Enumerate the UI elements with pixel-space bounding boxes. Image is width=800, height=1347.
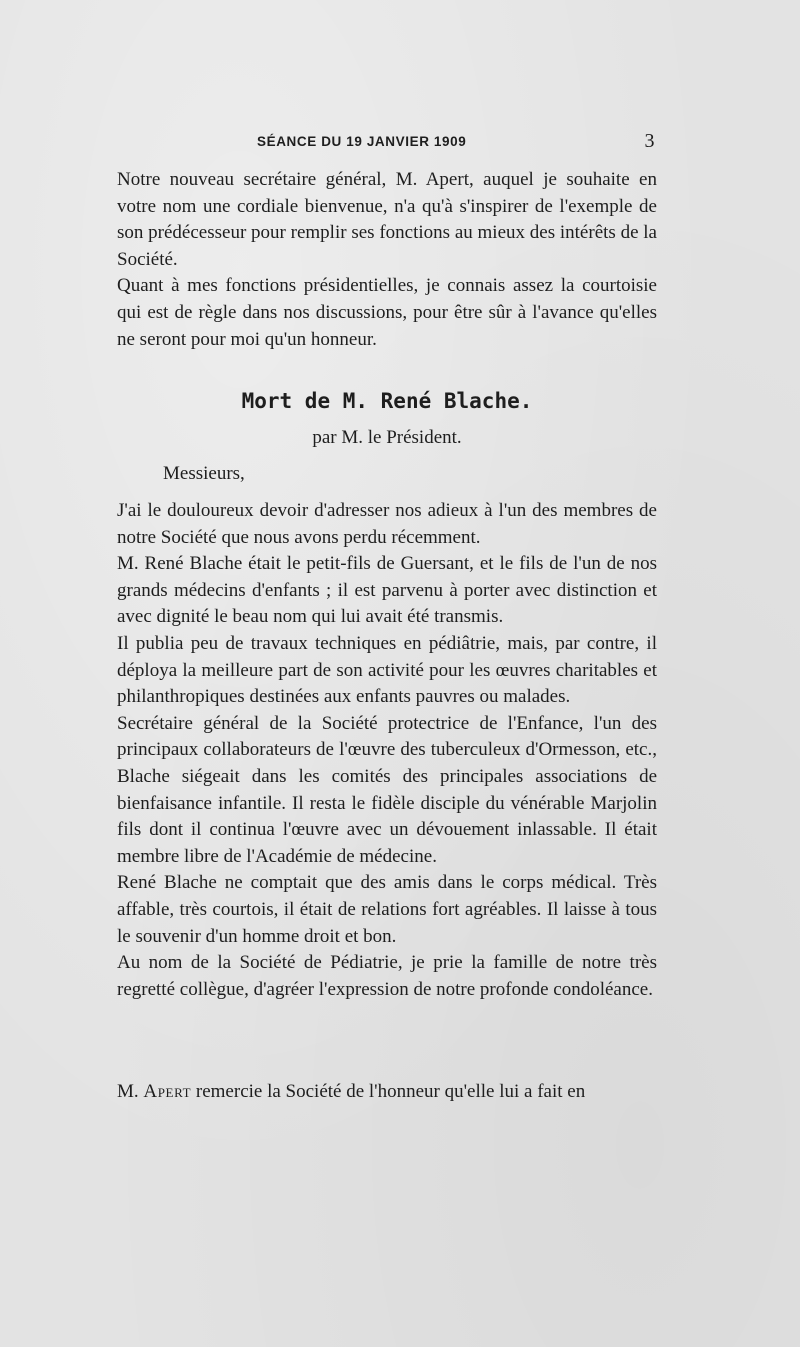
body-paragraph: Il publia peu de travaux techniques en pédiâtrie, mais, par contre, il déploya la meilleure part de son activité pour les œuvres charitables et philanthropiques destinées aux enfants pauvres ou malades.: [117, 632, 657, 708]
closing-speaker-name: Apert: [143, 1081, 192, 1102]
running-head-title: SÉANCE DU 19 JANVIER 1909: [257, 134, 467, 149]
running-head: [117, 130, 657, 156]
body-paragraph: Secrétaire général de la Société protectrice de l'Enfance, l'un des principaux collaborateurs de l'œuvre des tuberculeux d'Ormesson, etc., Blache siégeait dans les comités des principales associations de bienfaisance infantile. Il resta le fidèle disciple du vénérable Marjolin fils dont il continua l'œuvre avec un dévouement inlassable. Il était membre libre de l'Académie de médecine.: [117, 712, 657, 867]
salutation: Messieurs,: [163, 463, 245, 484]
intro-text: [117, 167, 657, 353]
intro-paragraph: Quant à mes fonctions présidentielles, je connais assez la courtoisie qui est de règle dans nos discussions, pour être sûr à l'avance qu'elles ne seront pour moi qu'un honneur.: [117, 275, 657, 350]
body-paragraph: J'ai le douloureux devoir d'adresser nos adieux à l'un des membres de notre Société que nous avons perdu récemment.: [117, 500, 657, 548]
closing-text: [117, 1079, 657, 1106]
body-text: [117, 498, 657, 1003]
intro-paragraph: Notre nouveau secrétaire général, M. Apert, auquel je souhaite en votre nom une cordiale bienvenue, n'a qu'à s'inspirer de l'exemple de son prédécesseur pour remplir ses fonctions au mieux des intérêts de la Société.: [117, 169, 657, 270]
body-paragraph: M. René Blache était le petit-fils de Guersant, et le fils de l'un de nos grands médecins d'enfants ; il est parvenu à porter avec distinction et avec dignité le beau nom qui lui avait été transmis.: [117, 553, 657, 628]
closing-text: remercie la Société de l'honneur qu'elle lui a fait en: [191, 1081, 586, 1102]
section-heading: Mort de M. René Blache.: [241, 389, 533, 413]
closing-paragraph: [117, 1079, 657, 1106]
closing-speaker-prefix: M.: [117, 1081, 144, 1102]
section-byline: par M. le Président.: [312, 427, 462, 448]
page-number: 3: [644, 130, 655, 152]
body-paragraph: René Blache ne comptait que des amis dans le corps médical. Très affable, très courtois, il était de relations fort agréables. Il laisse à tous le souvenir d'un homme droit et bon.: [117, 872, 657, 947]
body-paragraph: Au nom de la Société de Pédiatrie, je prie la famille de notre très regretté collègue, d'agréer l'expression de notre profonde condoléance.: [117, 952, 657, 1000]
